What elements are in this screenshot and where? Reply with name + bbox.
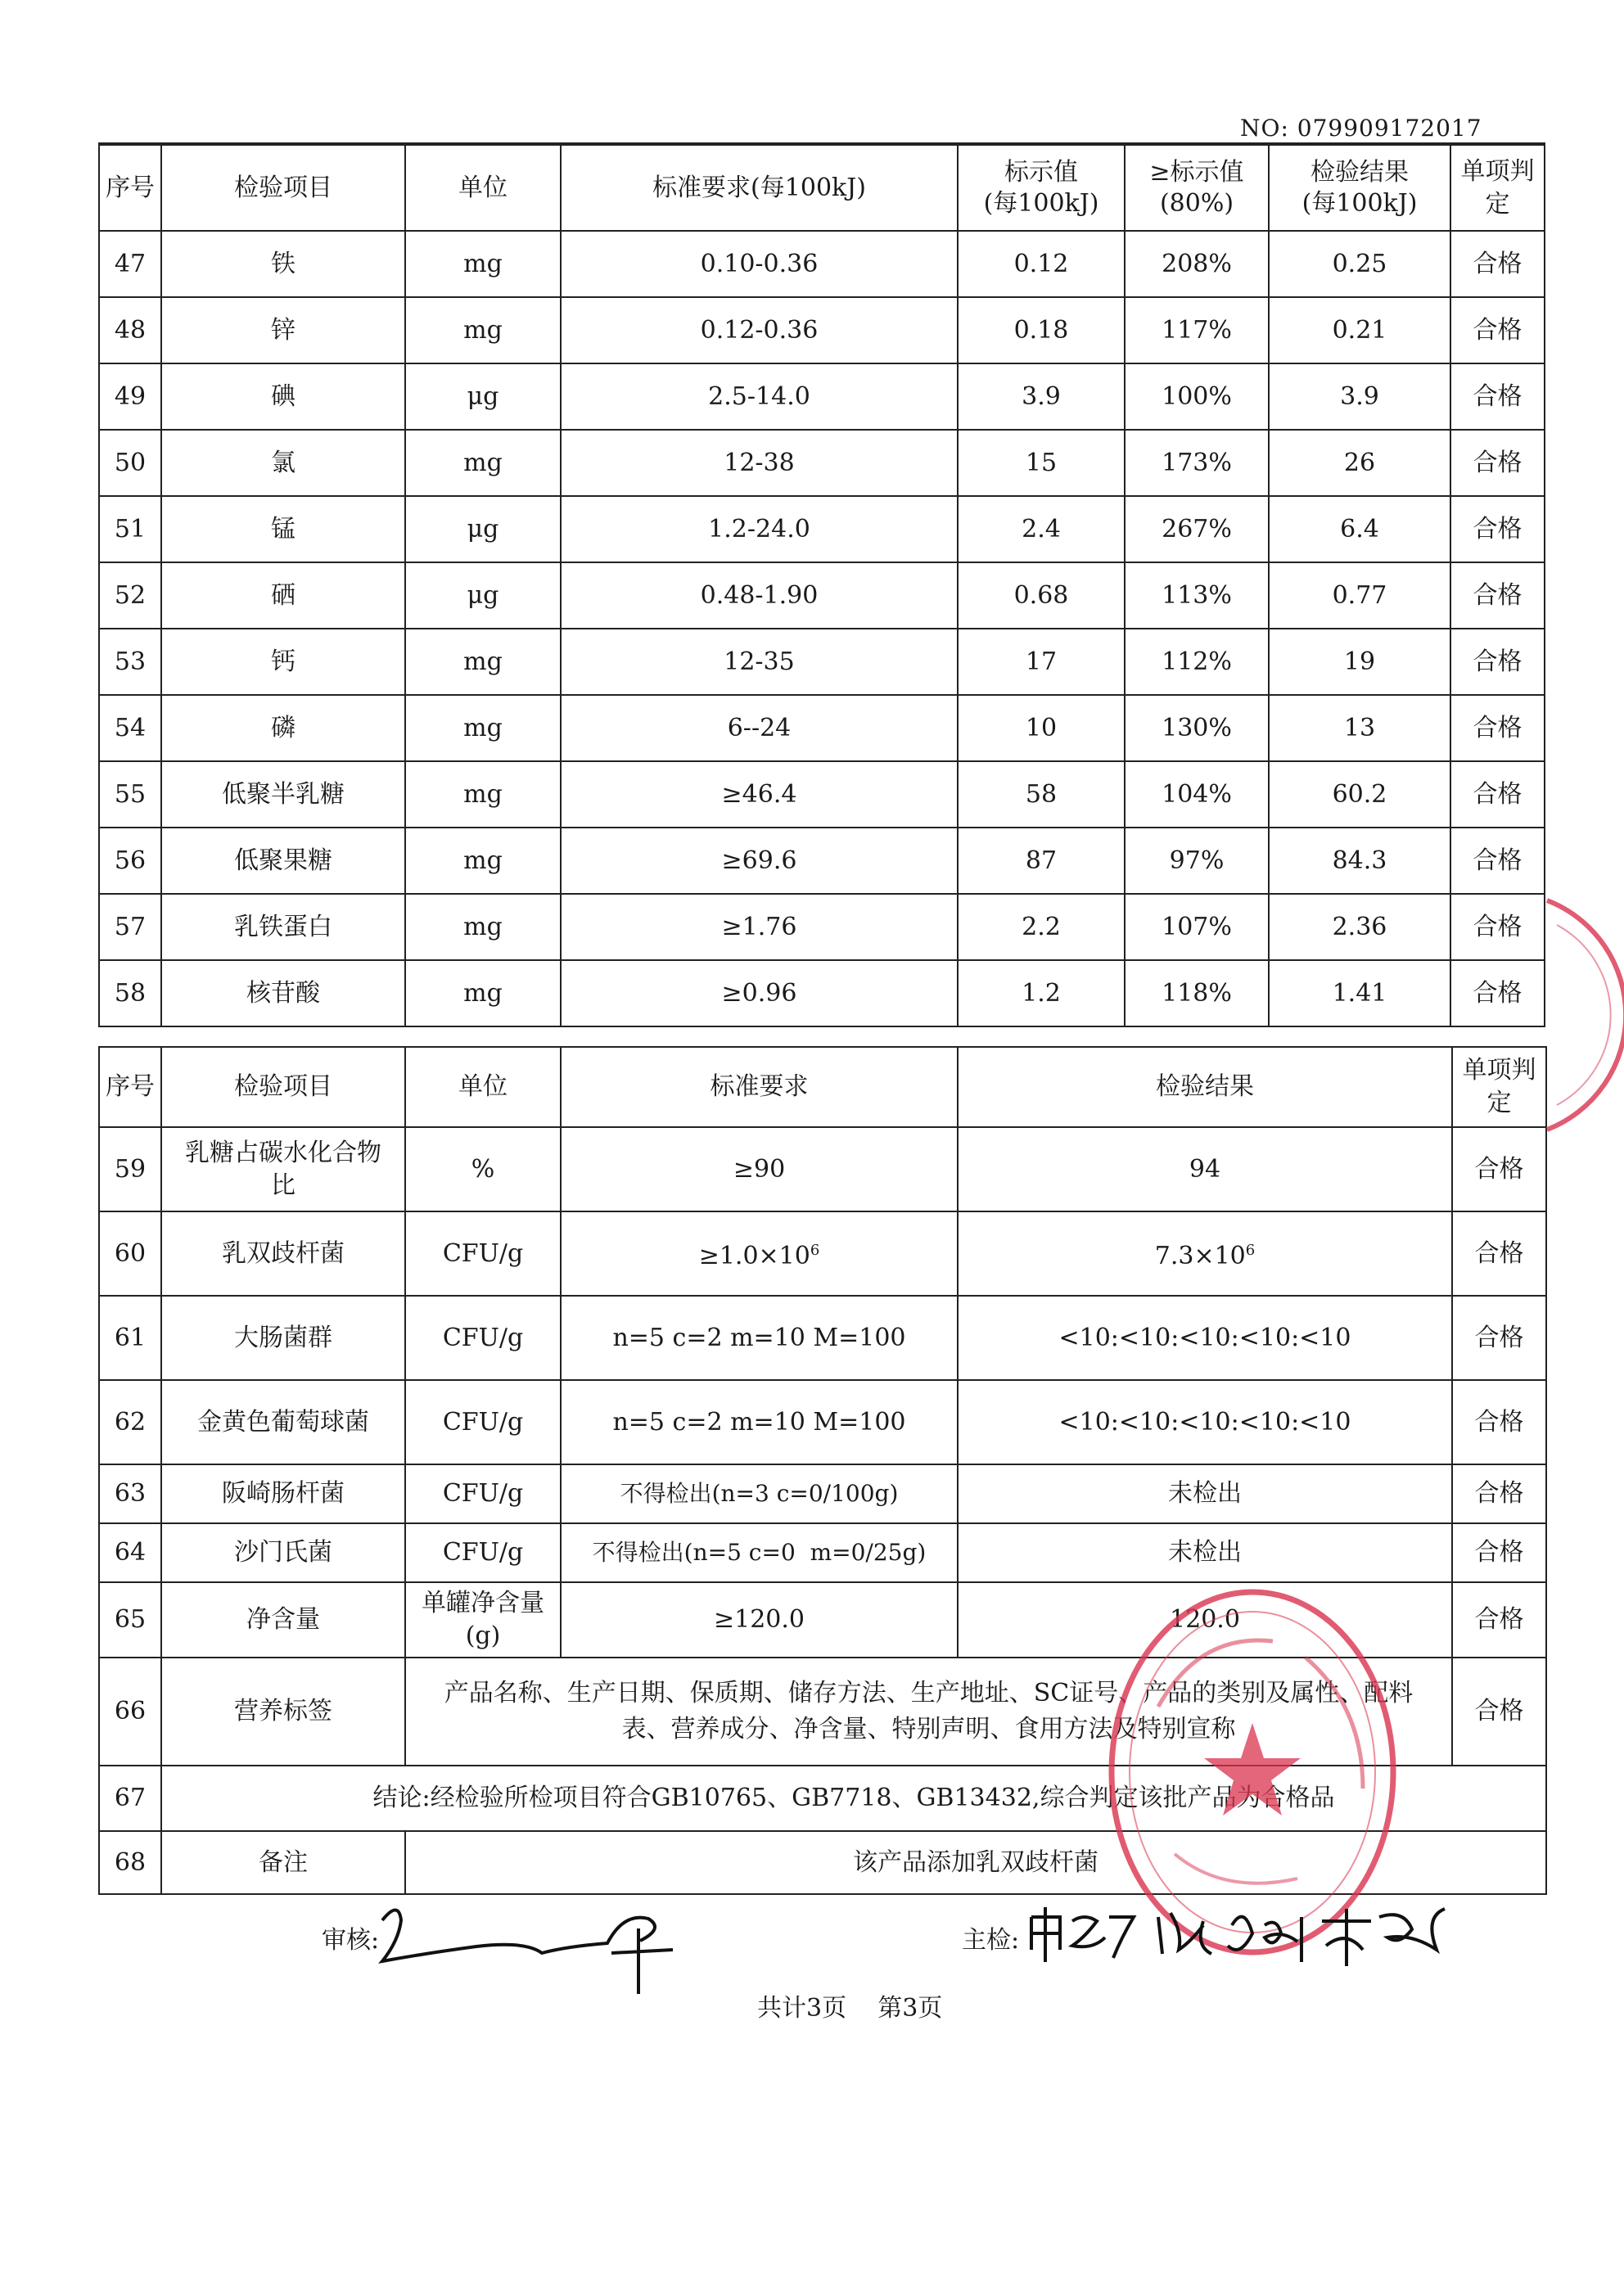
cell-standard: ≥69.6	[561, 828, 958, 894]
cell-judgment: 合格	[1452, 1582, 1546, 1658]
cell-no: 56	[99, 828, 161, 894]
cell-no: 60	[99, 1211, 161, 1296]
cell-judgment: 合格	[1450, 828, 1545, 894]
cell-item: 乳糖占碳水化合物比	[161, 1127, 405, 1211]
cell-label-value: 2.2	[958, 894, 1125, 960]
cell-unit: mg	[405, 894, 561, 960]
header-no: 序号	[99, 144, 161, 231]
cell-result	[958, 1211, 1452, 1296]
cell-no: 48	[99, 297, 161, 363]
cell-judgment: 合格	[1450, 496, 1545, 562]
table-row	[99, 1296, 1546, 1380]
table-row	[99, 231, 1545, 297]
cell-no: 66	[99, 1658, 161, 1766]
cell-unit: 单罐净含量(g)	[405, 1582, 561, 1658]
table-row	[99, 430, 1545, 496]
cell-standard: ≥0.96	[561, 960, 958, 1026]
cell-unit: mg	[405, 761, 561, 828]
cell-standard: 不得检出(n=5 c=0 m=0/25g)	[561, 1523, 958, 1582]
cell-label-value: 15	[958, 430, 1125, 496]
table-row	[99, 828, 1545, 894]
cell-item: 大肠菌群	[161, 1296, 405, 1380]
cell-unit: mg	[405, 231, 561, 297]
cell-standard: 不得检出(n=3 c=0/100g)	[561, 1464, 958, 1523]
cell-judgment: 合格	[1450, 761, 1545, 828]
cell-judgment: 合格	[1450, 695, 1545, 761]
cell-result: <10:<10:<10:<10:<10	[958, 1296, 1452, 1380]
table-row	[99, 894, 1545, 960]
cell-standard: ≥46.4	[561, 761, 958, 828]
cell-ge-label: 112%	[1125, 629, 1269, 695]
cell-unit: CFU/g	[405, 1211, 561, 1296]
header-label-value-l2: (每100kJ)	[983, 188, 1099, 218]
cell-standard: 12-38	[561, 430, 958, 496]
cell-no: 55	[99, 761, 161, 828]
cell-no: 49	[99, 363, 161, 430]
header-standard: 标准要求(每100kJ)	[561, 144, 958, 231]
cell-judgment: 合格	[1450, 297, 1545, 363]
reviewer-label: 审核:	[322, 1926, 380, 1955]
cell-conclusion: 结论:经检验所检项目符合GB10765、GB7718、GB13432,综合判定该批产品为合格品	[161, 1766, 1546, 1831]
seal-partial-right	[1539, 892, 1624, 1138]
cell-judgment: 合格	[1452, 1296, 1546, 1380]
header-result	[1269, 144, 1450, 231]
cell-judgment: 合格	[1452, 1658, 1546, 1766]
cell-label-value: 0.18	[958, 297, 1125, 363]
header-item: 检验项目	[161, 1047, 405, 1127]
cell-judgment: 合格	[1450, 231, 1545, 297]
cell-standard: 6--24	[561, 695, 958, 761]
table-row	[99, 1380, 1546, 1464]
cell-judgment: 合格	[1452, 1464, 1546, 1523]
cell-judgment: 合格	[1450, 562, 1545, 629]
cell-item: 低聚半乳糖	[161, 761, 405, 828]
cell-standard: ≥90	[561, 1127, 958, 1211]
cell-standard: ≥1.76	[561, 894, 958, 960]
cell-result: 26	[1269, 430, 1450, 496]
header-judgment: 单项判定	[1452, 1047, 1546, 1127]
header-result: 检验结果	[958, 1047, 1452, 1127]
cell-judgment: 合格	[1450, 363, 1545, 430]
nutrient-table	[98, 142, 1545, 1027]
cell-unit: CFU/g	[405, 1523, 561, 1582]
cell-judgment: 合格	[1452, 1523, 1546, 1582]
header-judgment: 单项判定	[1450, 144, 1545, 231]
cell-result: 1.41	[1269, 960, 1450, 1026]
cell-item: 低聚果糖	[161, 828, 405, 894]
cell-standard: 1.2-24.0	[561, 496, 958, 562]
cell-item: 阪崎肠杆菌	[161, 1464, 405, 1523]
cell-standard: n=5 c=2 m=10 M=100	[561, 1380, 958, 1464]
cell-item: 乳双歧杆菌	[161, 1211, 405, 1296]
cell-standard: 12-35	[561, 629, 958, 695]
cell-ge-label: 130%	[1125, 695, 1269, 761]
header-result-l1: 检验结果	[1310, 157, 1409, 187]
standard-exponent: 6	[810, 1242, 820, 1259]
header-standard: 标准要求	[561, 1047, 958, 1127]
table-row	[99, 297, 1545, 363]
table-row	[99, 363, 1545, 430]
cell-no: 51	[99, 496, 161, 562]
cell-standard: 2.5-14.0	[561, 363, 958, 430]
cell-ge-label: 113%	[1125, 562, 1269, 629]
table-row	[99, 1211, 1546, 1296]
cell-result: 60.2	[1269, 761, 1450, 828]
inspector-label: 主检:	[962, 1926, 1020, 1955]
cell-result: <10:<10:<10:<10:<10	[958, 1380, 1452, 1464]
cell-standard: 0.10-0.36	[561, 231, 958, 297]
cell-result: 19	[1269, 629, 1450, 695]
header-unit: 单位	[405, 1047, 561, 1127]
cell-no: 58	[99, 960, 161, 1026]
cell-judgment: 合格	[1452, 1211, 1546, 1296]
cell-item: 硒	[161, 562, 405, 629]
cell-no: 68	[99, 1831, 161, 1894]
cell-judgment: 合格	[1452, 1380, 1546, 1464]
header-ge-label-l2: (80%)	[1159, 188, 1234, 218]
table-row	[99, 629, 1545, 695]
cell-ge-label: 118%	[1125, 960, 1269, 1026]
cell-item: 营养标签	[161, 1658, 405, 1766]
cell-judgment: 合格	[1450, 629, 1545, 695]
table-row	[99, 761, 1545, 828]
header-result-l2: (每100kJ)	[1301, 188, 1418, 218]
cell-ge-label: 107%	[1125, 894, 1269, 960]
cell-label-value: 87	[958, 828, 1125, 894]
cell-unit: μg	[405, 562, 561, 629]
cell-standard	[561, 1211, 958, 1296]
cell-result: 未检出	[958, 1464, 1452, 1523]
cell-unit: mg	[405, 828, 561, 894]
reviewer-signature	[378, 1896, 697, 2002]
cell-standard: 0.12-0.36	[561, 297, 958, 363]
cell-ge-label: 100%	[1125, 363, 1269, 430]
table-b-header	[99, 1047, 1546, 1127]
cell-no: 61	[99, 1296, 161, 1380]
cell-label-value: 2.4	[958, 496, 1125, 562]
cell-unit: mg	[405, 695, 561, 761]
table-row	[99, 695, 1545, 761]
cell-judgment: 合格	[1450, 960, 1545, 1026]
cell-no: 54	[99, 695, 161, 761]
cell-item: 铁	[161, 231, 405, 297]
cell-item: 净含量	[161, 1582, 405, 1658]
cell-judgment: 合格	[1450, 894, 1545, 960]
cell-no: 57	[99, 894, 161, 960]
cell-judgment: 合格	[1450, 430, 1545, 496]
cell-item: 磷	[161, 695, 405, 761]
cell-no: 52	[99, 562, 161, 629]
cell-no: 59	[99, 1127, 161, 1211]
cell-remark-label: 备注	[161, 1831, 405, 1894]
header-no: 序号	[99, 1047, 161, 1127]
cell-ge-label: 97%	[1125, 828, 1269, 894]
cell-unit: CFU/g	[405, 1296, 561, 1380]
result-base: 7.3×10	[1154, 1242, 1246, 1270]
cell-label-requirements: 产品名称、生产日期、保质期、储存方法、生产地址、SC证号、产品的类别及属性、配料表、营养成分、净含量、特别声明、食用方法及特别宣称	[405, 1658, 1452, 1766]
report-number: NO: 079909172017	[1240, 115, 1482, 142]
cell-result: 84.3	[1269, 828, 1450, 894]
cell-label-value: 17	[958, 629, 1125, 695]
table-row	[99, 1464, 1546, 1523]
cell-standard: n=5 c=2 m=10 M=100	[561, 1296, 958, 1380]
table-a-header	[99, 144, 1545, 231]
header-ge-label-l1: ≥标示值	[1149, 157, 1244, 187]
cell-item: 氯	[161, 430, 405, 496]
cell-judgment: 合格	[1452, 1127, 1546, 1211]
cell-unit: μg	[405, 363, 561, 430]
cell-result: 120.0	[958, 1582, 1452, 1658]
cell-item: 金黄色葡萄球菌	[161, 1380, 405, 1464]
cell-unit: mg	[405, 629, 561, 695]
cell-label-value: 0.68	[958, 562, 1125, 629]
cell-unit: CFU/g	[405, 1464, 561, 1523]
header-unit: 单位	[405, 144, 561, 231]
cell-unit: CFU/g	[405, 1380, 561, 1464]
page-info: 共计3页 第3页	[757, 1994, 943, 2023]
cell-ge-label: 267%	[1125, 496, 1269, 562]
cell-result: 0.77	[1269, 562, 1450, 629]
cell-label-value: 0.12	[958, 231, 1125, 297]
result-exponent: 6	[1245, 1242, 1256, 1259]
cell-result: 2.36	[1269, 894, 1450, 960]
cell-no: 64	[99, 1523, 161, 1582]
header-label-value-l1: 标示值	[1004, 157, 1078, 187]
cell-item: 锰	[161, 496, 405, 562]
header-label-value	[958, 144, 1125, 231]
cell-no: 63	[99, 1464, 161, 1523]
cell-item: 碘	[161, 363, 405, 430]
cell-result: 未检出	[958, 1523, 1452, 1582]
cell-standard: 0.48-1.90	[561, 562, 958, 629]
cell-no: 50	[99, 430, 161, 496]
cell-no: 67	[99, 1766, 161, 1831]
cell-no: 53	[99, 629, 161, 695]
cell-item: 乳铁蛋白	[161, 894, 405, 960]
cell-label-value: 10	[958, 695, 1125, 761]
cell-item: 钙	[161, 629, 405, 695]
cell-unit: mg	[405, 297, 561, 363]
cell-result: 0.25	[1269, 231, 1450, 297]
cell-item: 沙门氏菌	[161, 1523, 405, 1582]
cell-label-value: 58	[958, 761, 1125, 828]
table-row	[99, 960, 1545, 1026]
cell-result: 6.4	[1269, 496, 1450, 562]
cell-result: 13	[1269, 695, 1450, 761]
table-row	[99, 1127, 1546, 1211]
cell-no: 65	[99, 1582, 161, 1658]
cell-label-value: 1.2	[958, 960, 1125, 1026]
header-item: 检验项目	[161, 144, 405, 231]
cell-ge-label: 208%	[1125, 231, 1269, 297]
cell-unit: mg	[405, 960, 561, 1026]
table-row	[99, 562, 1545, 629]
cell-no: 62	[99, 1380, 161, 1464]
cell-no: 47	[99, 231, 161, 297]
table-row	[99, 496, 1545, 562]
cell-unit: %	[405, 1127, 561, 1211]
cell-ge-label: 117%	[1125, 297, 1269, 363]
cell-item: 锌	[161, 297, 405, 363]
cell-result: 0.21	[1269, 297, 1450, 363]
cell-remark: 该产品添加乳双歧杆菌	[405, 1831, 1546, 1894]
cell-result: 3.9	[1269, 363, 1450, 430]
cell-result: 94	[958, 1127, 1452, 1211]
cell-ge-label: 173%	[1125, 430, 1269, 496]
standard-base: ≥1.0×10	[698, 1242, 810, 1270]
cell-unit: μg	[405, 496, 561, 562]
cell-ge-label: 104%	[1125, 761, 1269, 828]
header-ge-label	[1125, 144, 1269, 231]
inspector-signatures	[1027, 1901, 1453, 1974]
table-row	[99, 1523, 1546, 1582]
cell-label-value: 3.9	[958, 363, 1125, 430]
cell-standard: ≥120.0	[561, 1582, 958, 1658]
cell-item: 核苷酸	[161, 960, 405, 1026]
cell-unit: mg	[405, 430, 561, 496]
